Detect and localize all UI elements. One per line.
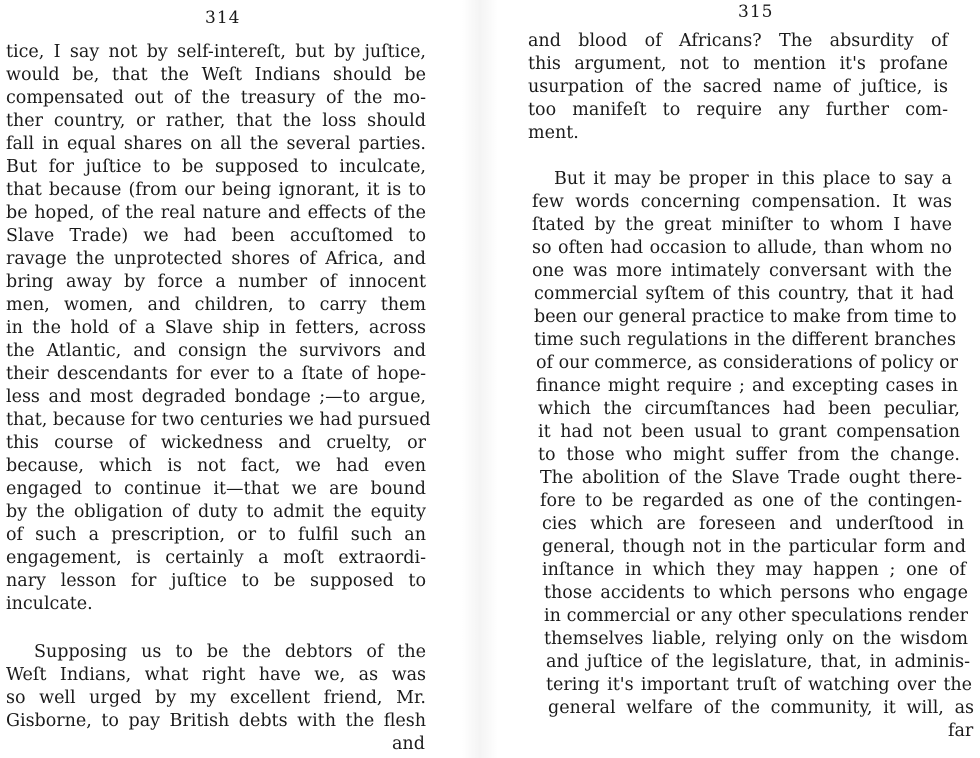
text-line: this argument, not to mention it's profane <box>528 54 948 74</box>
left-page <box>0 0 440 758</box>
text-line: Weſt Indians, what right have we, as was <box>6 665 426 685</box>
text-line: tice, I say not by self-intereſt, but by juſtice, <box>6 42 426 62</box>
right-page <box>520 0 980 758</box>
text-line: few words concerning compensation. It was <box>532 192 952 212</box>
text-line: compensated out of the treasury of the mo- <box>6 88 426 108</box>
text-line: time such regulations in the different branches <box>534 330 956 350</box>
text-line: that, because for two centuries we had pursued <box>6 410 431 430</box>
text-line: and juſtice of the legislature, that, in adminis- <box>546 652 970 672</box>
text-line: men, women, and children, to carry them <box>6 295 426 315</box>
text-line: commercial syſtem of this country, that it had <box>534 284 954 304</box>
catchword: and <box>392 734 425 754</box>
text-line: less and most degraded bondage ;—to argue, <box>6 387 426 407</box>
text-line: inculcate. <box>6 594 93 614</box>
text-line: ment. <box>528 123 579 143</box>
text-line: ther country, or rather, that the loss should <box>6 111 426 131</box>
text-line: The abolition of the Slave Trade ought there- <box>540 468 962 488</box>
text-line: because, which is not fact, we had even <box>6 456 426 476</box>
text-line: But it may be proper in this place to say a <box>554 169 952 189</box>
text-line: by the obligation of duty to admit the equity <box>6 502 426 522</box>
text-line: so often had occasion to allude, than whom no <box>532 238 952 258</box>
page-number: 315 <box>738 2 774 22</box>
text-line: Gisborne, to pay British debts with the flesh <box>6 711 426 731</box>
text-line: in the hold of a Slave ship in fetters, across <box>6 318 426 338</box>
text-line: those accidents to which persons who engage <box>544 583 968 603</box>
text-line: nary lesson for juſtice to be supposed to <box>6 571 426 591</box>
text-line: general welfare of the community, it will, as <box>548 698 974 718</box>
text-line: themselves liable, relying only on the wisdom <box>544 629 968 649</box>
text-line: fall in equal shares on all the several parties. <box>6 134 426 154</box>
text-line: one was more intimately conversant with the <box>532 261 952 281</box>
text-line: tering it's important truſt of watching over the <box>546 675 972 695</box>
text-line: engaged to continue it—that we are bound <box>6 479 426 499</box>
text-line: Slave Trade) we had been accuſtomed to <box>6 226 426 246</box>
text-line: which the circumſtances had been peculiar, <box>538 399 960 419</box>
text-line: of our commerce, as considerations of policy or <box>536 353 958 373</box>
text-line: to those who might suffer from the change. <box>538 445 960 465</box>
text-line: that because (from our being ignorant, it is to <box>6 180 426 200</box>
text-line: be hoped, of the real nature and effects of the <box>6 203 426 223</box>
text-line: too manifeſt to require any further com- <box>528 100 948 120</box>
text-line: it had not been usual to grant compensation <box>538 422 960 442</box>
text-line: of such a prescription, or to fulfil such an <box>6 525 426 545</box>
page-number: 314 <box>205 8 241 28</box>
text-line: ſtated by the great miniſter to whom I have <box>532 215 952 235</box>
text-line: Supposing us to be the debtors of the <box>34 642 426 662</box>
text-line: ravage the unprotected shores of Africa, and <box>6 249 426 269</box>
text-line: this course of wickedness and cruelty, or <box>6 433 426 453</box>
text-line: and blood of Africans? The absurdity of <box>528 31 948 51</box>
text-line: in commercial or any other speculations render <box>544 606 968 626</box>
text-line: usurpation of the sacred name of juſtice, is <box>528 77 948 97</box>
text-line: would be, that the Weſt Indians should be <box>6 65 426 85</box>
text-line: cies which are foreseen and underſtood in <box>542 514 964 534</box>
text-line: general, though not in the particular form and <box>542 537 966 557</box>
text-line: fore to be regarded as one of the contingen- <box>540 491 962 511</box>
text-line: been our general practice to make from time to <box>534 307 957 327</box>
text-line: inſtance in which they may happen ; one of <box>542 560 966 580</box>
text-line: engagement, is certainly a moſt extraordi- <box>6 548 426 568</box>
text-line: finance might require ; and excepting cases in <box>536 376 958 396</box>
book-gutter <box>462 0 498 758</box>
catchword: far <box>948 721 974 741</box>
text-line: their descendants for ever to a ſtate of hope- <box>6 364 426 384</box>
text-line: But for juſtice to be supposed to inculcate, <box>6 157 426 177</box>
text-line: bring away by force a number of innocent <box>6 272 426 292</box>
text-line: so well urged by my excellent friend, Mr. <box>6 688 426 708</box>
text-line: the Atlantic, and consign the survivors and <box>6 341 426 361</box>
